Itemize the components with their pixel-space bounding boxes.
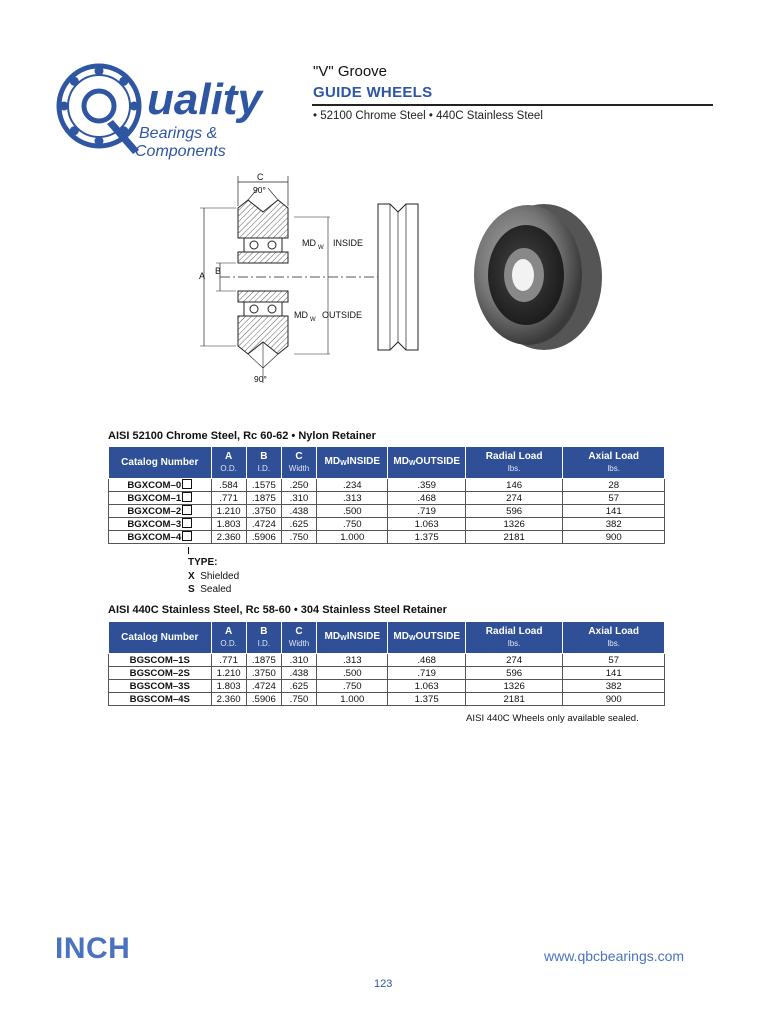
md-inside-cell: 1.000 [317, 693, 388, 706]
width-cell: .438 [281, 667, 316, 680]
md-inside-cell: 1.000 [317, 531, 388, 544]
catalog-cell: BGSCOM–3S [109, 680, 212, 693]
radial-cell: 146 [465, 479, 563, 492]
th-md-inside: MDWINSIDE [317, 447, 388, 479]
type-pointer [188, 547, 189, 554]
md-inside-cell: .313 [317, 492, 388, 505]
product-subtitle: GUIDE WHEELS [313, 84, 433, 101]
table2-section-title: AISI 440C Stainless Steel, Rc 58-60 • 304 Stainless Steel Retainer [108, 604, 447, 616]
table-row [109, 531, 665, 544]
id-cell: .3750 [246, 667, 281, 680]
type-box [182, 518, 192, 528]
width-cell: .625 [281, 518, 316, 531]
th-a: A O.D. [211, 622, 246, 654]
md-outside-cell: 1.375 [388, 693, 465, 706]
od-cell: 2.360 [211, 693, 246, 706]
md-outside-cell: .468 [388, 654, 465, 667]
od-cell: 1.803 [211, 518, 246, 531]
axial-cell: 57 [563, 492, 665, 505]
chrome-steel-table [108, 446, 665, 544]
md-outside-cell: 1.375 [388, 531, 465, 544]
md-inside-md: MD [302, 238, 316, 248]
od-cell: .771 [211, 654, 246, 667]
th-radial-load: Radial Load lbs. [465, 447, 563, 479]
technical-drawing [190, 168, 440, 390]
angle-top-label: 90° [253, 185, 266, 195]
axial-cell: 382 [563, 680, 665, 693]
table-row [109, 667, 665, 680]
type-box [182, 492, 192, 502]
table1-section-title: AISI 52100 Chrome Steel, Rc 60-62 • Nylon Retainer [108, 430, 376, 442]
logo-wordmark: uality [147, 75, 262, 124]
th-radial-load: Radial Load lbs. [465, 622, 563, 654]
axial-cell: 57 [563, 654, 665, 667]
logo-line-1: Bearings & [139, 125, 218, 142]
company-logo [55, 62, 275, 162]
radial-cell: 274 [465, 654, 563, 667]
md-inside-cell: .750 [317, 680, 388, 693]
md-inside-cell: .234 [317, 479, 388, 492]
width-cell: .625 [281, 680, 316, 693]
radial-cell: 2181 [465, 531, 563, 544]
side-view [378, 204, 418, 350]
axial-cell: 382 [563, 518, 665, 531]
unit-label: INCH [55, 932, 131, 965]
radial-cell: 1326 [465, 680, 563, 693]
cross-section-view [200, 176, 380, 383]
md-outside-cell: 1.063 [388, 518, 465, 531]
id-cell: .1875 [246, 654, 281, 667]
bearing-logo-icon [59, 66, 139, 154]
width-cell: .250 [281, 479, 316, 492]
catalog-cell: BGSCOM–1S [109, 654, 212, 667]
axial-cell: 141 [563, 667, 665, 680]
width-cell: .750 [281, 693, 316, 706]
angle-bottom-label: 90° [254, 374, 267, 384]
id-cell: .1575 [246, 479, 281, 492]
id-cell: .5906 [246, 693, 281, 706]
width-cell: .750 [281, 531, 316, 544]
od-cell: 2.360 [211, 531, 246, 544]
th-a: A O.D. [211, 447, 246, 479]
th-c: C Width [281, 622, 316, 654]
th-md-inside: MDWINSIDE [317, 622, 388, 654]
th-axial-load: Axial Load lbs. [563, 622, 665, 654]
md-outside-label: OUTSIDE [322, 310, 363, 320]
axial-cell: 28 [563, 479, 665, 492]
table-row [109, 680, 665, 693]
th-axial-load: Axial Load lbs. [563, 447, 665, 479]
md-outside-sub: W [310, 317, 316, 323]
th-catalog: Catalog Number [109, 447, 212, 479]
table2-note: AISI 440C Wheels only available sealed. [466, 713, 639, 724]
od-cell: 1.210 [211, 505, 246, 518]
dim-b-label: B [215, 266, 222, 276]
page-number: 123 [374, 978, 393, 990]
axial-cell: 900 [563, 531, 665, 544]
type-box [182, 479, 192, 489]
id-cell: .3750 [246, 505, 281, 518]
th-md-outside: MDWOUTSIDE [388, 447, 465, 479]
radial-cell: 1326 [465, 518, 563, 531]
th-b: B I.D. [246, 447, 281, 479]
md-inside-sub: W [318, 245, 324, 251]
md-inside-cell: .500 [317, 505, 388, 518]
type-legend [188, 556, 239, 597]
od-cell: 1.803 [211, 680, 246, 693]
md-outside-cell: .359 [388, 479, 465, 492]
md-outside-md: MD [294, 310, 308, 320]
md-outside-cell: .719 [388, 667, 465, 680]
od-cell: 1.210 [211, 667, 246, 680]
md-outside-cell: .468 [388, 492, 465, 505]
axial-cell: 141 [563, 505, 665, 518]
md-outside-cell: .719 [388, 505, 465, 518]
md-inside-label: INSIDE [333, 238, 364, 248]
id-cell: .4724 [246, 518, 281, 531]
radial-cell: 2181 [465, 693, 563, 706]
th-md-outside: MDWOUTSIDE [388, 622, 465, 654]
type-title: TYPE: [188, 557, 218, 568]
dim-a-label: A [199, 271, 206, 281]
table-row [109, 693, 665, 706]
table-row [109, 518, 665, 531]
width-cell: .438 [281, 505, 316, 518]
table-row [109, 479, 665, 492]
title-rule [312, 104, 713, 106]
wheel-bore [512, 259, 534, 291]
type-shielded: X Shielded [188, 570, 240, 582]
logo-line-2: Components [135, 143, 226, 160]
stainless-steel-table [108, 621, 665, 706]
od-cell: .584 [211, 479, 246, 492]
table-row [109, 654, 665, 667]
website-link[interactable]: www.qbcbearings.com [544, 948, 685, 964]
catalog-cell: BGSCOM–4S [109, 693, 212, 706]
id-cell: .1875 [246, 492, 281, 505]
catalog-cell: BGSCOM–2S [109, 667, 212, 680]
radial-cell: 274 [465, 492, 563, 505]
th-b: B I.D. [246, 622, 281, 654]
md-inside-cell: .313 [317, 654, 388, 667]
axial-cell: 900 [563, 693, 665, 706]
type-box [182, 505, 192, 515]
materials-list: • 52100 Chrome Steel • 440C Stainless Steel [313, 110, 543, 122]
th-catalog: Catalog Number [109, 622, 212, 654]
type-sealed: S Sealed [188, 584, 232, 595]
md-inside-cell: .500 [317, 667, 388, 680]
product-title: "V" Groove [313, 63, 388, 80]
catalog-cell: BGXCOM–3 [109, 518, 212, 531]
catalog-cell: BGXCOM–0 [109, 479, 212, 492]
catalog-cell: BGXCOM–2 [109, 505, 212, 518]
catalog-cell: BGXCOM–4 [109, 531, 212, 544]
radial-cell: 596 [465, 667, 563, 680]
width-cell: .310 [281, 654, 316, 667]
th-c: C Width [281, 447, 316, 479]
od-cell: .771 [211, 492, 246, 505]
width-cell: .310 [281, 492, 316, 505]
id-cell: .5906 [246, 531, 281, 544]
md-outside-cell: 1.063 [388, 680, 465, 693]
radial-cell: 596 [465, 505, 563, 518]
md-inside-cell: .750 [317, 518, 388, 531]
dim-c-label: C [257, 172, 264, 182]
product-photo [462, 195, 612, 355]
type-box [182, 531, 192, 541]
catalog-cell: BGXCOM–1 [109, 492, 212, 505]
table-row [109, 492, 665, 505]
table-row [109, 505, 665, 518]
id-cell: .4724 [246, 680, 281, 693]
